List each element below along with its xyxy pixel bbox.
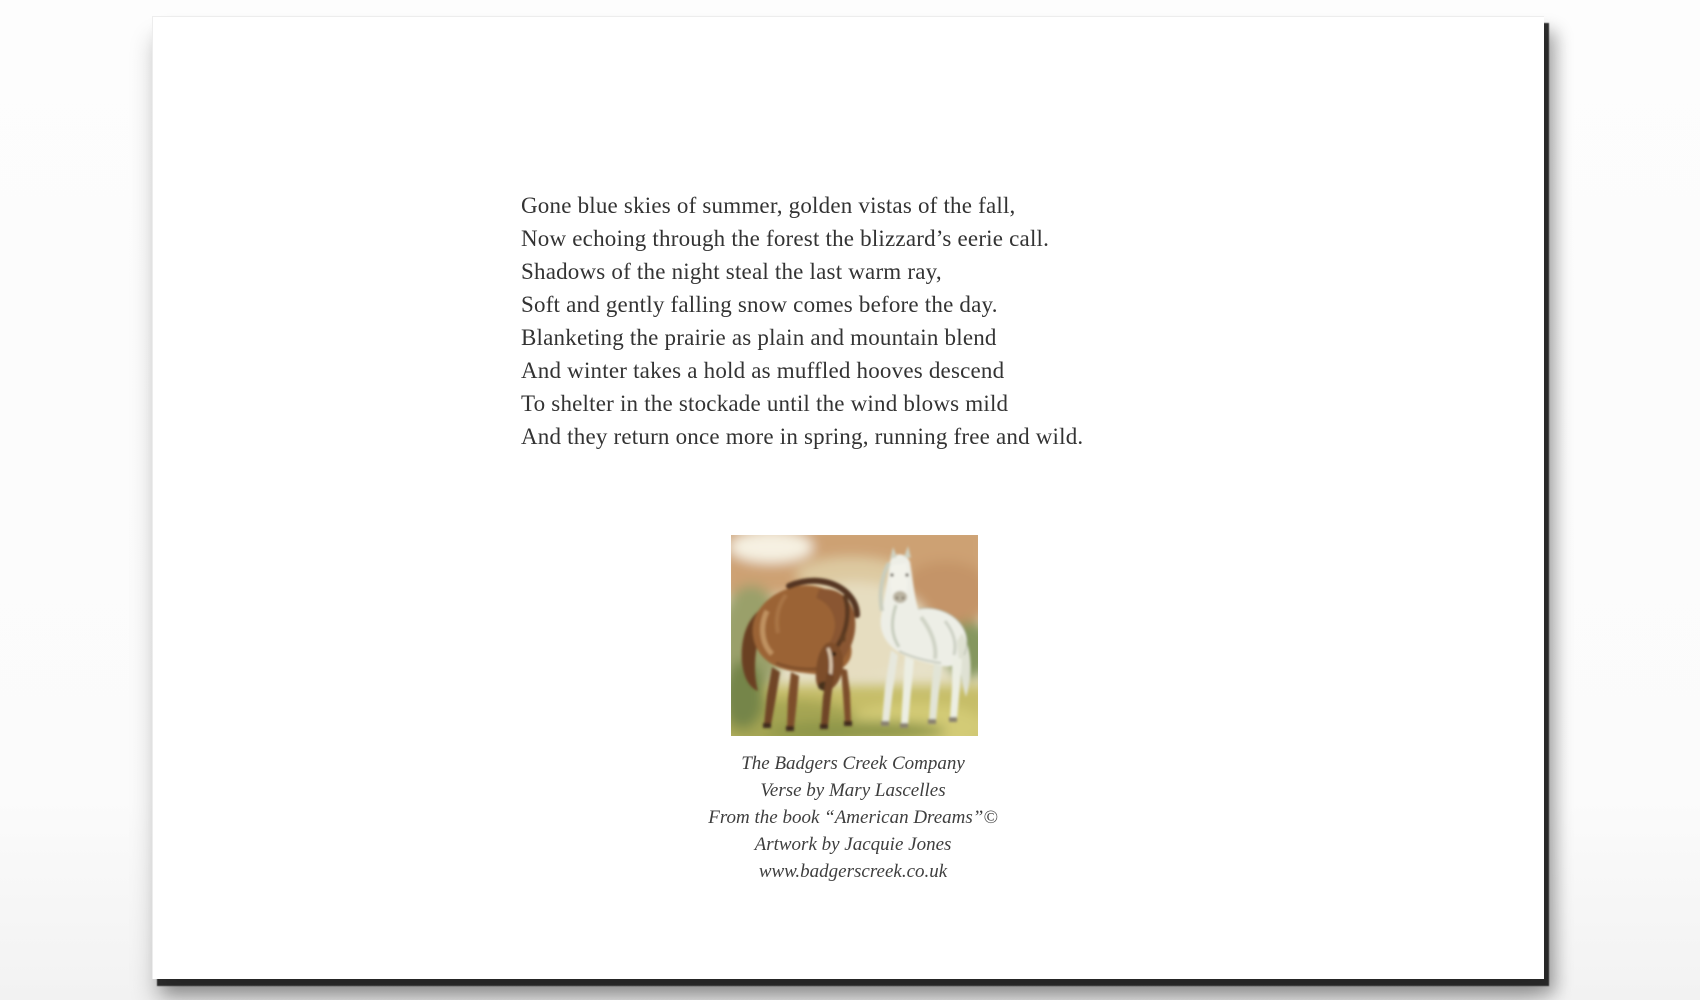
credit-book: From the book “American Dreams”© [708,807,998,828]
greeting-card-back [152,16,1544,979]
credits [623,750,1083,885]
poem [521,189,1083,453]
poem-line: Shadows of the night steal the last warm ray, [521,259,942,284]
poem-line: Gone blue skies of summer, golden vistas of the fall, [521,193,1016,218]
poem-line: Blanketing the prairie as plain and mountain blend [521,325,997,350]
horses-watercolor-image [731,535,978,736]
credit-website: www.badgerscreek.co.uk [758,861,948,882]
poem-line: Now echoing through the forest the blizzard’s eerie call. [521,226,1050,251]
poem-line: And they return once more in spring, running free and wild. [521,424,1084,449]
credit-company: The Badgers Creek Company [741,753,965,774]
horses-illustration [731,535,978,736]
poem-line: Soft and gently falling snow comes before the day. [521,292,998,317]
credit-verse-author: Verse by Mary Lascelles [760,780,946,801]
poem-line: To shelter in the stockade until the wind blows mild [521,391,1009,416]
credit-artwork-author: Artwork by Jacquie Jones [754,834,952,855]
poem-line: And winter takes a hold as muffled hooves descend [521,358,1005,383]
